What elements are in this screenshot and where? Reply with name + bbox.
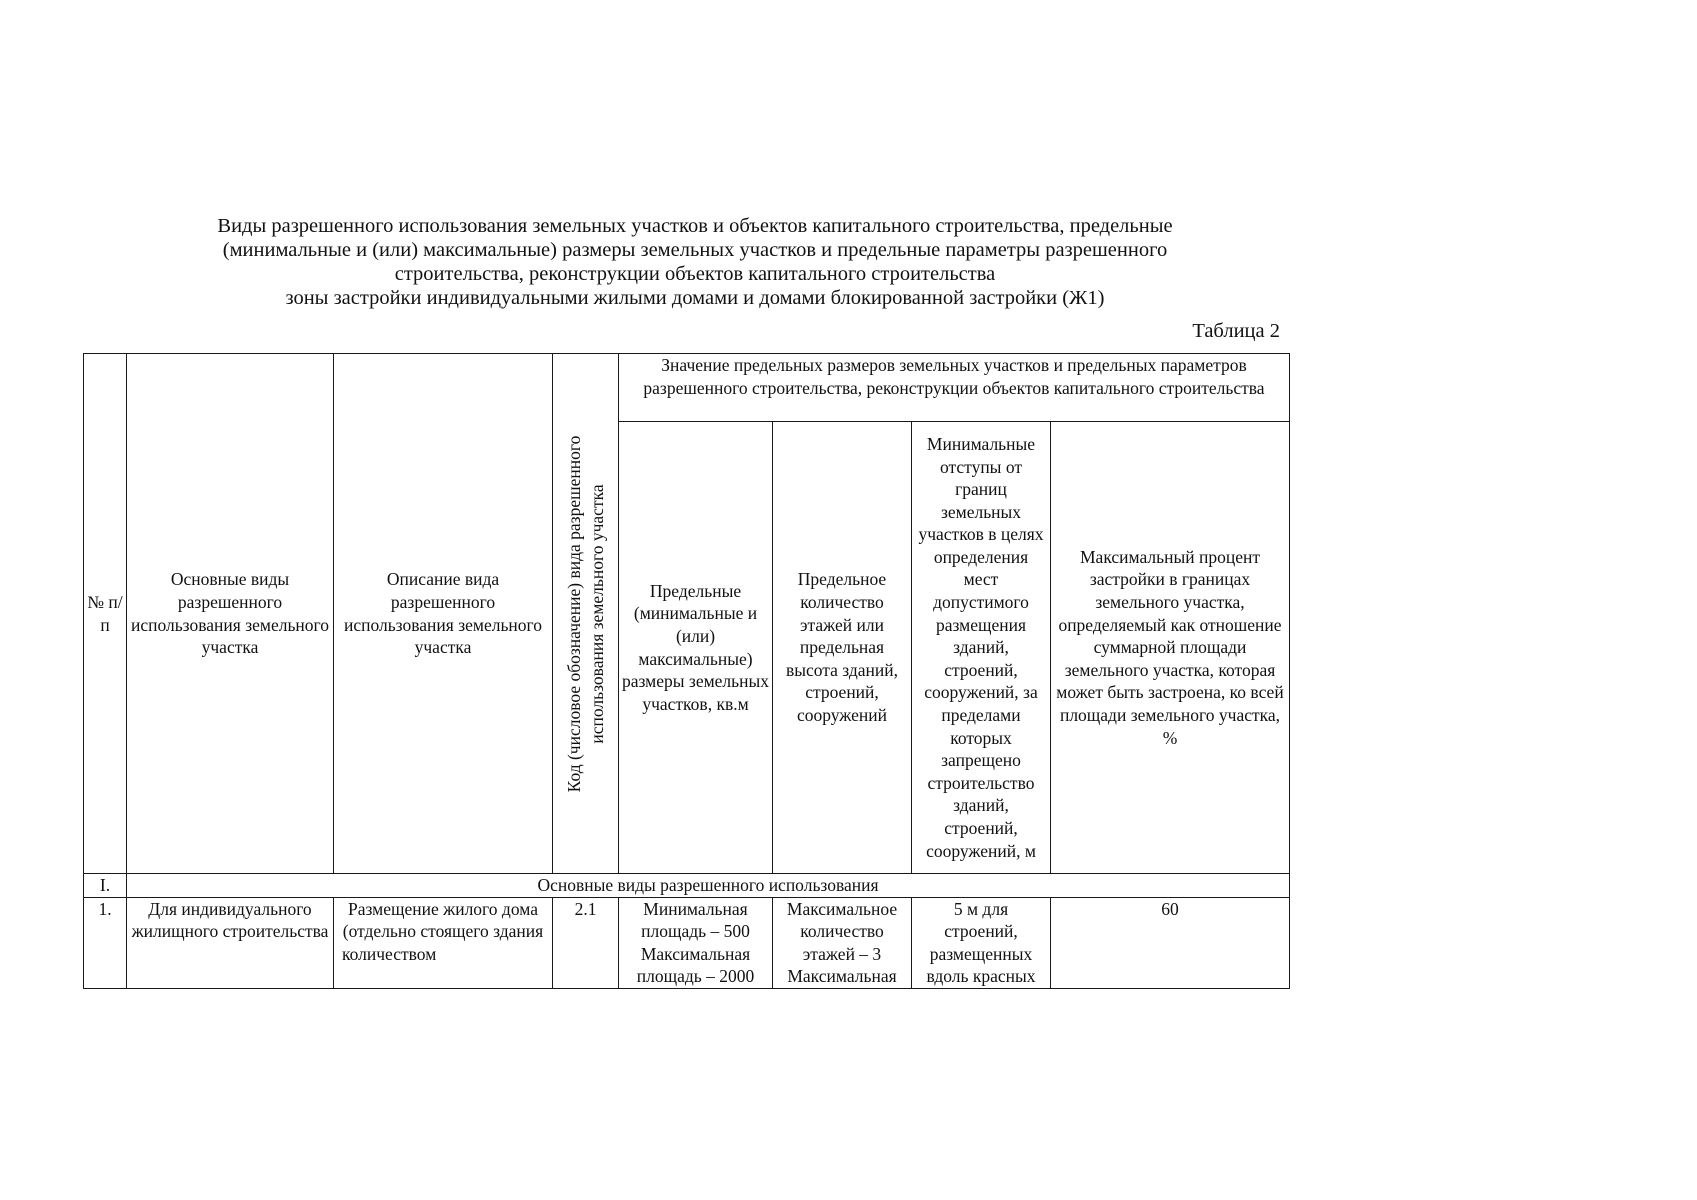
- header-code: Код (числовое обозначение) вида разрешенного использования земельного участка: [563, 435, 607, 792]
- zoning-table: [83, 353, 1290, 989]
- title-line-4: зоны застройки индивидуальными жилыми домами и домами блокированной застройки (Ж1): [285, 287, 1105, 309]
- header-percent: Максимальный процент застройки в границах земельного участка, определяемый как отношение суммарной площади земельного участка, которая может быть застроена, ко всей площади земельного участка, %: [1051, 422, 1290, 874]
- header-kind: Основные виды разрешенного использования земельного участка: [127, 354, 334, 874]
- header-params-group: Значение предельных размеров земельных участков и предельных параметров разрешенного строительства, реконструкции объектов капитального строительства: [619, 354, 1290, 422]
- section-label: Основные виды разрешенного использования: [127, 874, 1290, 898]
- header-description: Описание вида разрешенного использования земельного участка: [334, 354, 553, 874]
- row-number: 1.: [84, 897, 127, 988]
- document-title: [100, 214, 1290, 310]
- row-floors: Максимальное количество этажей – 3 Максимальная: [773, 897, 912, 988]
- header-size: Предельные (минимальные и (или) максимальные) размеры земельных участков, кв.м: [619, 422, 773, 874]
- row-kind: Для индивидуального жилищного строительства: [127, 897, 334, 988]
- header-floors: Предельное количество этажей или предельная высота зданий, строений, сооружений: [773, 422, 912, 874]
- row-size: Минимальная площадь – 500 Максимальная площадь – 2000: [619, 897, 773, 988]
- row-offsets: 5 м для строений, размещенных вдоль красных: [912, 897, 1051, 988]
- section-number: I.: [84, 874, 127, 898]
- title-line-2: (минимальные и (или) максимальные) размеры земельных участков и предельные параметры разрешенного: [222, 239, 1168, 261]
- header-number: № п/п: [84, 354, 127, 874]
- row-code: 2.1: [553, 897, 619, 988]
- title-line-1: Виды разрешенного использования земельных участков и объектов капитального строительства, предельные: [217, 215, 1173, 237]
- header-code-cell: [553, 354, 619, 874]
- row-description: Размещение жилого дома (отдельно стоящего здания количеством: [334, 897, 553, 988]
- table-row: [84, 897, 1290, 988]
- header-row-1: [84, 354, 1290, 422]
- title-line-3: строительства, реконструкции объектов капитального строительства: [394, 263, 996, 285]
- header-offsets: Минимальные отступы от границ земельных участков в целях определения мест допустимого размещения зданий, строений, сооружений, за пределами которых запрещено строительство зданий, строений, сооружений, м: [912, 422, 1051, 874]
- row-percent: 60: [1051, 897, 1290, 988]
- section-row: [84, 874, 1290, 898]
- table-number: Таблица 2: [1192, 320, 1280, 342]
